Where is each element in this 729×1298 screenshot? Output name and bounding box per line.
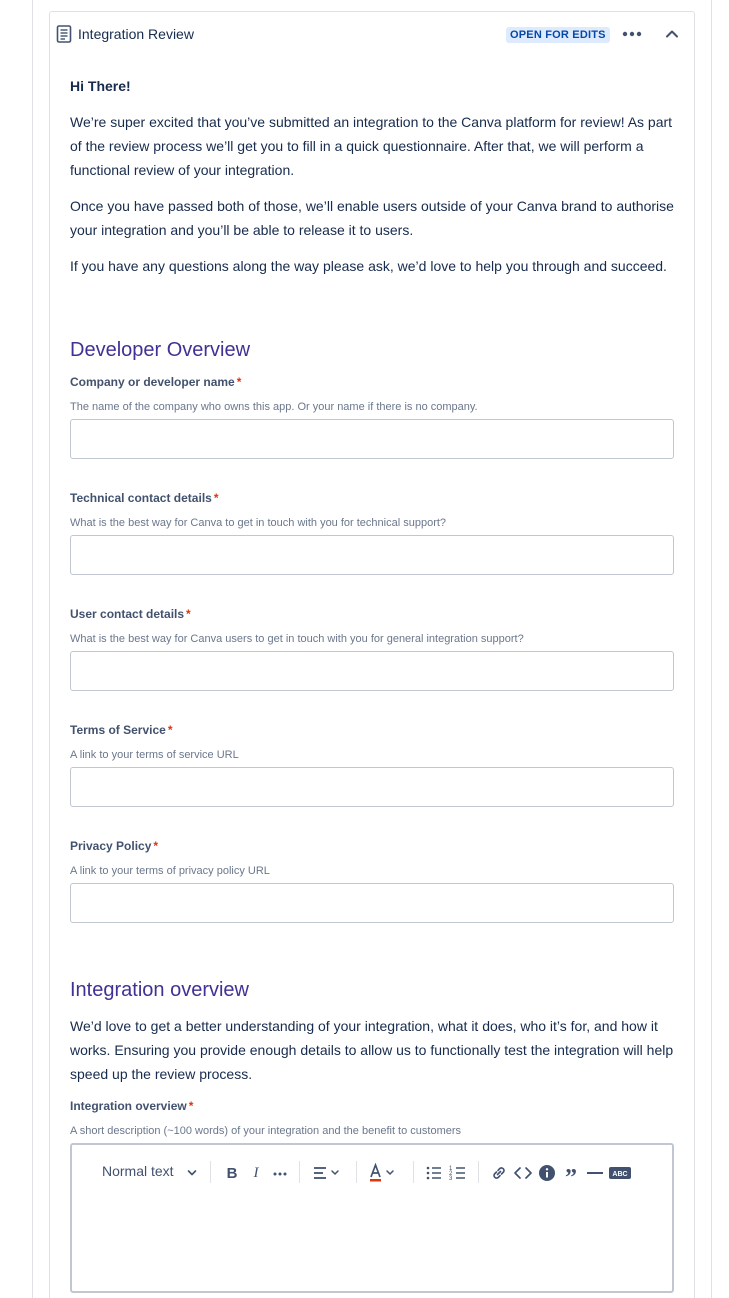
more-formatting-icon[interactable] xyxy=(270,1162,290,1184)
privacy-policy-help: A link to your terms of privacy policy URL xyxy=(70,865,270,877)
integration-overview-heading: Integration overview xyxy=(70,979,249,1001)
required-marker: * xyxy=(236,375,242,389)
user-contact-label xyxy=(70,607,191,621)
panel-header[interactable] xyxy=(50,12,694,56)
integration-overview-intro: We’d love to get a better understanding of your integration, what it does, who it’s for, and how it works. Ensuring you provide enough details to allow us to functionally test the integration will help speed up the review process. xyxy=(70,1018,674,1082)
intro-paragraph: We’re super excited that you’ve submitted an integration to the Canva platform for review! As part of the review process we’ll get you to fill in a quick questionnaire. After that, we will perform a functional review of your integration. xyxy=(70,114,673,178)
company-name-label xyxy=(70,375,241,389)
field-label-text: Terms of Service xyxy=(70,723,166,737)
text-color-icon[interactable] xyxy=(366,1162,400,1184)
company-name-input[interactable] xyxy=(70,419,674,459)
bold-icon[interactable]: B xyxy=(226,1164,238,1182)
terms-of-service-label xyxy=(70,723,173,737)
toolbar-divider xyxy=(210,1161,211,1183)
text-style-dropdown[interactable]: Normal text xyxy=(102,1163,174,1179)
user-contact-help: What is the best way for Canva users to get in touch with you for general integration support? xyxy=(70,633,524,645)
svg-text:1: 1 xyxy=(449,1166,453,1172)
bullet-list-icon[interactable] xyxy=(424,1162,444,1184)
intro-paragraph: Once you have passed both of those, we’ll enable users outside of your Canva brand to authorise your integration and you’ll be able to release it to users. xyxy=(70,198,674,238)
toolbar-divider xyxy=(356,1161,357,1183)
text-align-icon[interactable] xyxy=(310,1162,344,1184)
chevron-up-icon[interactable] xyxy=(662,24,682,44)
required-marker: * xyxy=(186,607,191,621)
status-badge: OPEN FOR EDITS xyxy=(506,27,610,43)
field-label-text: User contact details xyxy=(70,607,185,621)
svg-text:ABC: ABC xyxy=(612,1171,628,1178)
toolbar-divider xyxy=(299,1161,300,1183)
field-label-text: Integration overview xyxy=(70,1099,187,1113)
privacy-policy-label xyxy=(70,839,158,853)
more-horizontal-icon[interactable] xyxy=(620,24,644,44)
technical-contact-label xyxy=(70,491,219,505)
terms-of-service-help: A link to your terms of service URL xyxy=(70,749,239,761)
code-icon[interactable] xyxy=(512,1162,534,1184)
document-icon xyxy=(56,25,72,43)
intro-paragraph: If you have any questions along the way please ask, we’d love to help you through and succeed. xyxy=(70,258,667,274)
spellcheck-icon[interactable] xyxy=(608,1162,632,1184)
required-marker: * xyxy=(167,723,173,737)
link-icon[interactable] xyxy=(488,1162,510,1184)
greeting: Hi There! xyxy=(70,78,131,94)
toolbar-divider xyxy=(413,1161,414,1183)
quote-icon[interactable]: ” xyxy=(565,1165,577,1191)
privacy-policy-input[interactable] xyxy=(70,883,674,923)
integration-overview-help: A short description (~100 words) of your integration and the benefit to customers xyxy=(70,1125,462,1137)
panel-title: Integration Review xyxy=(78,26,194,42)
italic-icon[interactable]: I xyxy=(253,1164,259,1181)
numbered-list-icon[interactable] xyxy=(448,1162,468,1184)
technical-contact-input[interactable] xyxy=(70,535,674,575)
field-label-text: Company or developer name xyxy=(70,375,235,389)
required-marker: * xyxy=(153,839,159,853)
required-marker: * xyxy=(213,491,219,505)
editor-toolbar xyxy=(72,1145,672,1201)
field-label-text: Technical contact details xyxy=(70,491,212,505)
svg-text:2: 2 xyxy=(449,1171,453,1177)
info-panel-icon[interactable] xyxy=(536,1162,558,1184)
svg-text:3: 3 xyxy=(449,1176,453,1182)
divider-icon[interactable] xyxy=(584,1162,606,1184)
integration-overview-label xyxy=(70,1099,193,1113)
company-name-help: The name of the company who owns this app. Or your name if there is no company. xyxy=(70,401,478,413)
chevron-down-icon[interactable] xyxy=(187,1168,197,1178)
toolbar-divider xyxy=(478,1161,479,1183)
technical-contact-help: What is the best way for Canva to get in touch with you for technical support? xyxy=(70,517,447,529)
integration-review-panel xyxy=(49,11,695,1298)
user-contact-input[interactable] xyxy=(70,651,674,691)
required-marker: * xyxy=(188,1099,194,1113)
developer-overview-heading: Developer Overview xyxy=(70,339,251,361)
field-label-text: Privacy Policy xyxy=(70,839,152,853)
rich-text-editor[interactable] xyxy=(70,1143,674,1293)
terms-of-service-input[interactable] xyxy=(70,767,674,807)
